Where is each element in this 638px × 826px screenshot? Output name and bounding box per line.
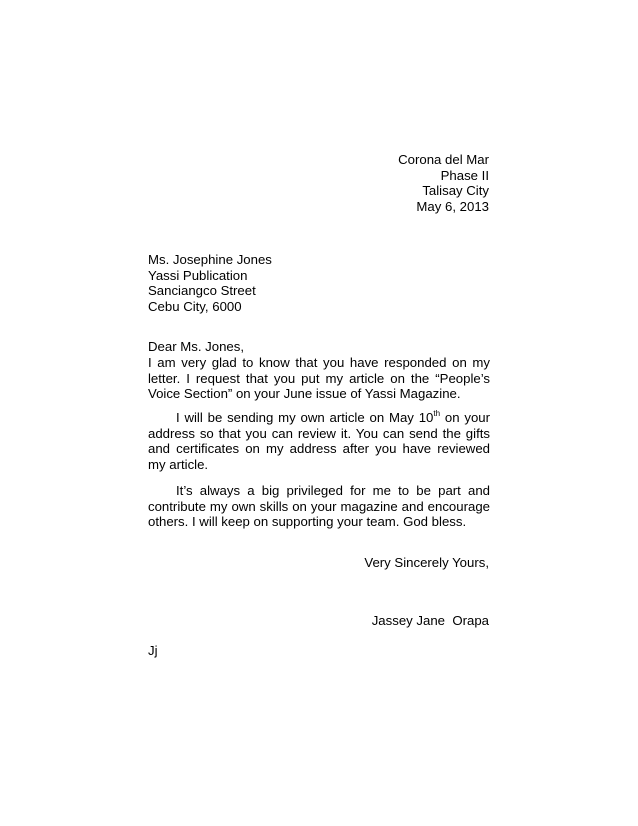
recipient-street: Sanciangco Street xyxy=(148,283,256,298)
recipient-city: Cebu City, 6000 xyxy=(148,298,242,314)
signature-name: Jassey Jane Orapa xyxy=(371,613,489,628)
recipient-company: Yassi Publication xyxy=(148,267,248,283)
complimentary-closing: Very Sincerely Yours, xyxy=(364,555,489,570)
body-paragraph-2-start: I will be sending my own article on May 10 xyxy=(176,410,434,425)
recipient-name: Ms. Josephine Jones xyxy=(148,252,272,267)
typist-initials: Jj xyxy=(148,643,158,658)
sender-address-line-2: Phase II xyxy=(440,167,489,183)
body-paragraph-2-end: on your address so that you can review it. You can send the gifts and certificates on my address after you have reviewed my article. xyxy=(148,410,490,472)
body-paragraph-1: I am very glad to know that you have responded on my letter. I request that you put my article on the “People’s Voice Section” on your June issue of Yassi Magazine. xyxy=(148,355,490,401)
recipient-address-block xyxy=(148,252,272,314)
salutation: Dear Ms. Jones, xyxy=(148,339,245,354)
sender-address-line-3: Talisay City xyxy=(422,183,489,198)
body-paragraph-2 xyxy=(148,410,490,472)
letter-date: May 6, 2013 xyxy=(416,198,489,214)
sender-address-line-1: Corona del Mar xyxy=(398,152,489,167)
sender-address-block xyxy=(398,152,489,214)
ordinal-superscript: th xyxy=(433,409,441,418)
body-paragraph-3: It’s always a big privileged for me to be part and contribute my own skills on your magazine and encourage others. I will keep on supporting your team. God bless. xyxy=(148,483,490,529)
